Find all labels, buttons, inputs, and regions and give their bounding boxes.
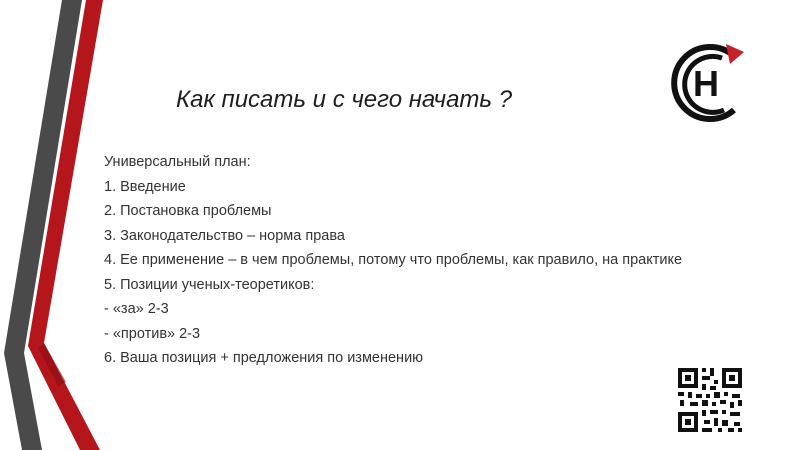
- list-item: 2. Постановка проблемы: [104, 203, 272, 219]
- plan-list: [104, 150, 682, 371]
- circle-h-logo-icon: [668, 38, 752, 128]
- list-item: - «против» 2-3: [104, 325, 201, 342]
- list-item: 1. Введение: [104, 178, 186, 195]
- list-item: Универсальный план:: [104, 154, 251, 170]
- list-item: 4. Ее применение – в чем проблемы, потому что проблемы, как правило, на практике: [104, 252, 683, 268]
- list-item: - «за» 2-3: [104, 301, 169, 317]
- decorative-stripes: [0, 0, 110, 450]
- logo-letter: Н: [693, 63, 719, 104]
- qr-code-icon: [676, 366, 744, 434]
- slide-title: Как писать и с чего начать ?: [176, 86, 513, 113]
- list-item: 6. Ваша позиция + предложения по изменению: [104, 350, 424, 366]
- list-item: 5. Позиции ученых-теоретиков:: [104, 276, 315, 293]
- list-item: 3. Законодательство – норма права: [104, 227, 345, 244]
